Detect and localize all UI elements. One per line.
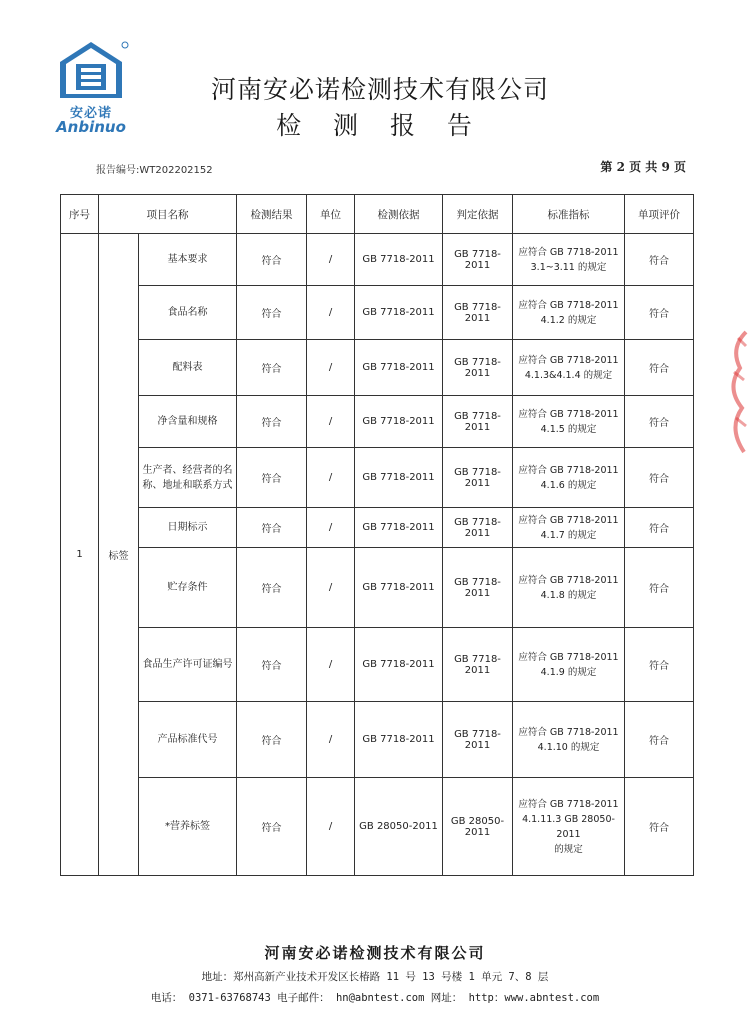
table-row [61, 508, 694, 548]
table-header-row [61, 195, 694, 234]
footer-address: 地址：郑州高新产业技术开发区长椿路 11 号 13 号楼 1 单元 7、8 层 [201, 971, 549, 983]
item-standard: 应符合 GB 7718-2011 4.1.9 的规定 [513, 628, 625, 702]
item-standard: 应符合 GB 7718-2011 4.1.10 的规定 [513, 702, 625, 778]
item-basis: GB 7718-2011 [443, 286, 513, 340]
item-unit: / [307, 340, 355, 396]
header-basis: 判定依据 [443, 195, 513, 234]
item-result: 符合 [237, 702, 307, 778]
table-row [61, 778, 694, 876]
item-method: GB 7718-2011 [355, 628, 443, 702]
item-unit: / [307, 286, 355, 340]
item-evaluation: 符合 [625, 340, 694, 396]
group-name: 标签 [99, 234, 139, 876]
item-evaluation: 符合 [625, 448, 694, 508]
item-standard: 应符合 GB 7718-2011 4.1.11.3 GB 28050-2011 的规定 [513, 778, 625, 876]
red-seal-stamp [716, 328, 750, 458]
header-no: 序号 [61, 195, 99, 234]
logo-chinese-name: 安必诺 [69, 106, 112, 121]
item-method: GB 7718-2011 [355, 548, 443, 628]
item-basis: GB 7718-2011 [443, 234, 513, 286]
table-row [61, 396, 694, 448]
item-result: 符合 [237, 628, 307, 702]
footer-company: 河南安必诺检测技术有限公司 [264, 944, 486, 962]
header-evaluation: 单项评价 [625, 195, 694, 234]
item-evaluation: 符合 [625, 702, 694, 778]
item-basis: GB 28050-2011 [443, 778, 513, 876]
item-standard: 应符合 GB 7718-2011 3.1~3.11 的规定 [513, 234, 625, 286]
item-name: 贮存条件 [139, 548, 237, 628]
table-row [61, 234, 694, 286]
item-basis: GB 7718-2011 [443, 340, 513, 396]
item-unit: / [307, 548, 355, 628]
header-method: 检测依据 [355, 195, 443, 234]
item-method: GB 7718-2011 [355, 234, 443, 286]
table-row [61, 286, 694, 340]
table-row [61, 628, 694, 702]
item-evaluation: 符合 [625, 628, 694, 702]
header-standard: 标准指标 [513, 195, 625, 234]
item-basis: GB 7718-2011 [443, 508, 513, 548]
item-unit: / [307, 702, 355, 778]
item-unit: / [307, 234, 355, 286]
item-standard: 应符合 GB 7718-2011 4.1.2 的规定 [513, 286, 625, 340]
item-method: GB 7718-2011 [355, 702, 443, 778]
company-logo [52, 38, 130, 136]
item-name: 生产者、经营者的名称、地址和联系方式 [139, 448, 237, 508]
item-unit: / [307, 778, 355, 876]
company-title: 河南安必诺检测技术有限公司 [210, 75, 549, 104]
item-evaluation: 符合 [625, 508, 694, 548]
item-result: 符合 [237, 448, 307, 508]
item-basis: GB 7718-2011 [443, 702, 513, 778]
item-standard: 应符合 GB 7718-2011 4.1.7 的规定 [513, 508, 625, 548]
item-method: GB 7718-2011 [355, 508, 443, 548]
item-name: 食品生产许可证编号 [139, 628, 237, 702]
item-method: GB 7718-2011 [355, 396, 443, 448]
item-result: 符合 [237, 340, 307, 396]
group-number: 1 [61, 234, 99, 876]
item-result: 符合 [237, 778, 307, 876]
header-item: 项目名称 [99, 195, 237, 234]
item-name: 配料表 [139, 340, 237, 396]
inspection-table [60, 194, 694, 876]
logo-english-name: Anbinuo [56, 118, 126, 136]
item-result: 符合 [237, 396, 307, 448]
item-basis: GB 7718-2011 [443, 396, 513, 448]
item-result: 符合 [237, 548, 307, 628]
item-name: 食品名称 [139, 286, 237, 340]
page-indicator: 第 2 页 共 9 页 [600, 160, 686, 174]
item-unit: / [307, 508, 355, 548]
item-standard: 应符合 GB 7718-2011 4.1.3&4.1.4 的规定 [513, 340, 625, 396]
item-result: 符合 [237, 508, 307, 548]
item-name: 净含量和规格 [139, 396, 237, 448]
item-evaluation: 符合 [625, 234, 694, 286]
item-basis: GB 7718-2011 [443, 548, 513, 628]
item-result: 符合 [237, 234, 307, 286]
item-result: 符合 [237, 286, 307, 340]
item-standard: 应符合 GB 7718-2011 4.1.5 的规定 [513, 396, 625, 448]
footer-contact: 电话： 0371-63768743 电子邮件： hn@abntest.com 网址： http：www.abntest.com [150, 992, 600, 1004]
report-number: 报告编号:WT202202152 [96, 165, 213, 176]
table-row [61, 340, 694, 396]
table-row [61, 702, 694, 778]
item-evaluation: 符合 [625, 396, 694, 448]
item-name: 产品标准代号 [139, 702, 237, 778]
item-method: GB 7718-2011 [355, 340, 443, 396]
item-basis: GB 7718-2011 [443, 628, 513, 702]
item-evaluation: 符合 [625, 778, 694, 876]
item-name: *营养标签 [139, 778, 237, 876]
item-unit: / [307, 396, 355, 448]
item-name: 基本要求 [139, 234, 237, 286]
item-standard: 应符合 GB 7718-2011 4.1.8 的规定 [513, 548, 625, 628]
item-method: GB 7718-2011 [355, 286, 443, 340]
item-method: GB 7718-2011 [355, 448, 443, 508]
item-evaluation: 符合 [625, 548, 694, 628]
item-evaluation: 符合 [625, 286, 694, 340]
house-food-logo-icon [52, 38, 130, 102]
item-unit: / [307, 628, 355, 702]
header-unit: 单位 [307, 195, 355, 234]
item-name: 日期标示 [139, 508, 237, 548]
item-basis: GB 7718-2011 [443, 448, 513, 508]
report-title: 检 测 报 告 [276, 111, 484, 140]
item-unit: / [307, 448, 355, 508]
table-row [61, 448, 694, 508]
header-result: 检测结果 [237, 195, 307, 234]
item-method: GB 28050-2011 [355, 778, 443, 876]
item-standard: 应符合 GB 7718-2011 4.1.6 的规定 [513, 448, 625, 508]
table-row [61, 548, 694, 628]
